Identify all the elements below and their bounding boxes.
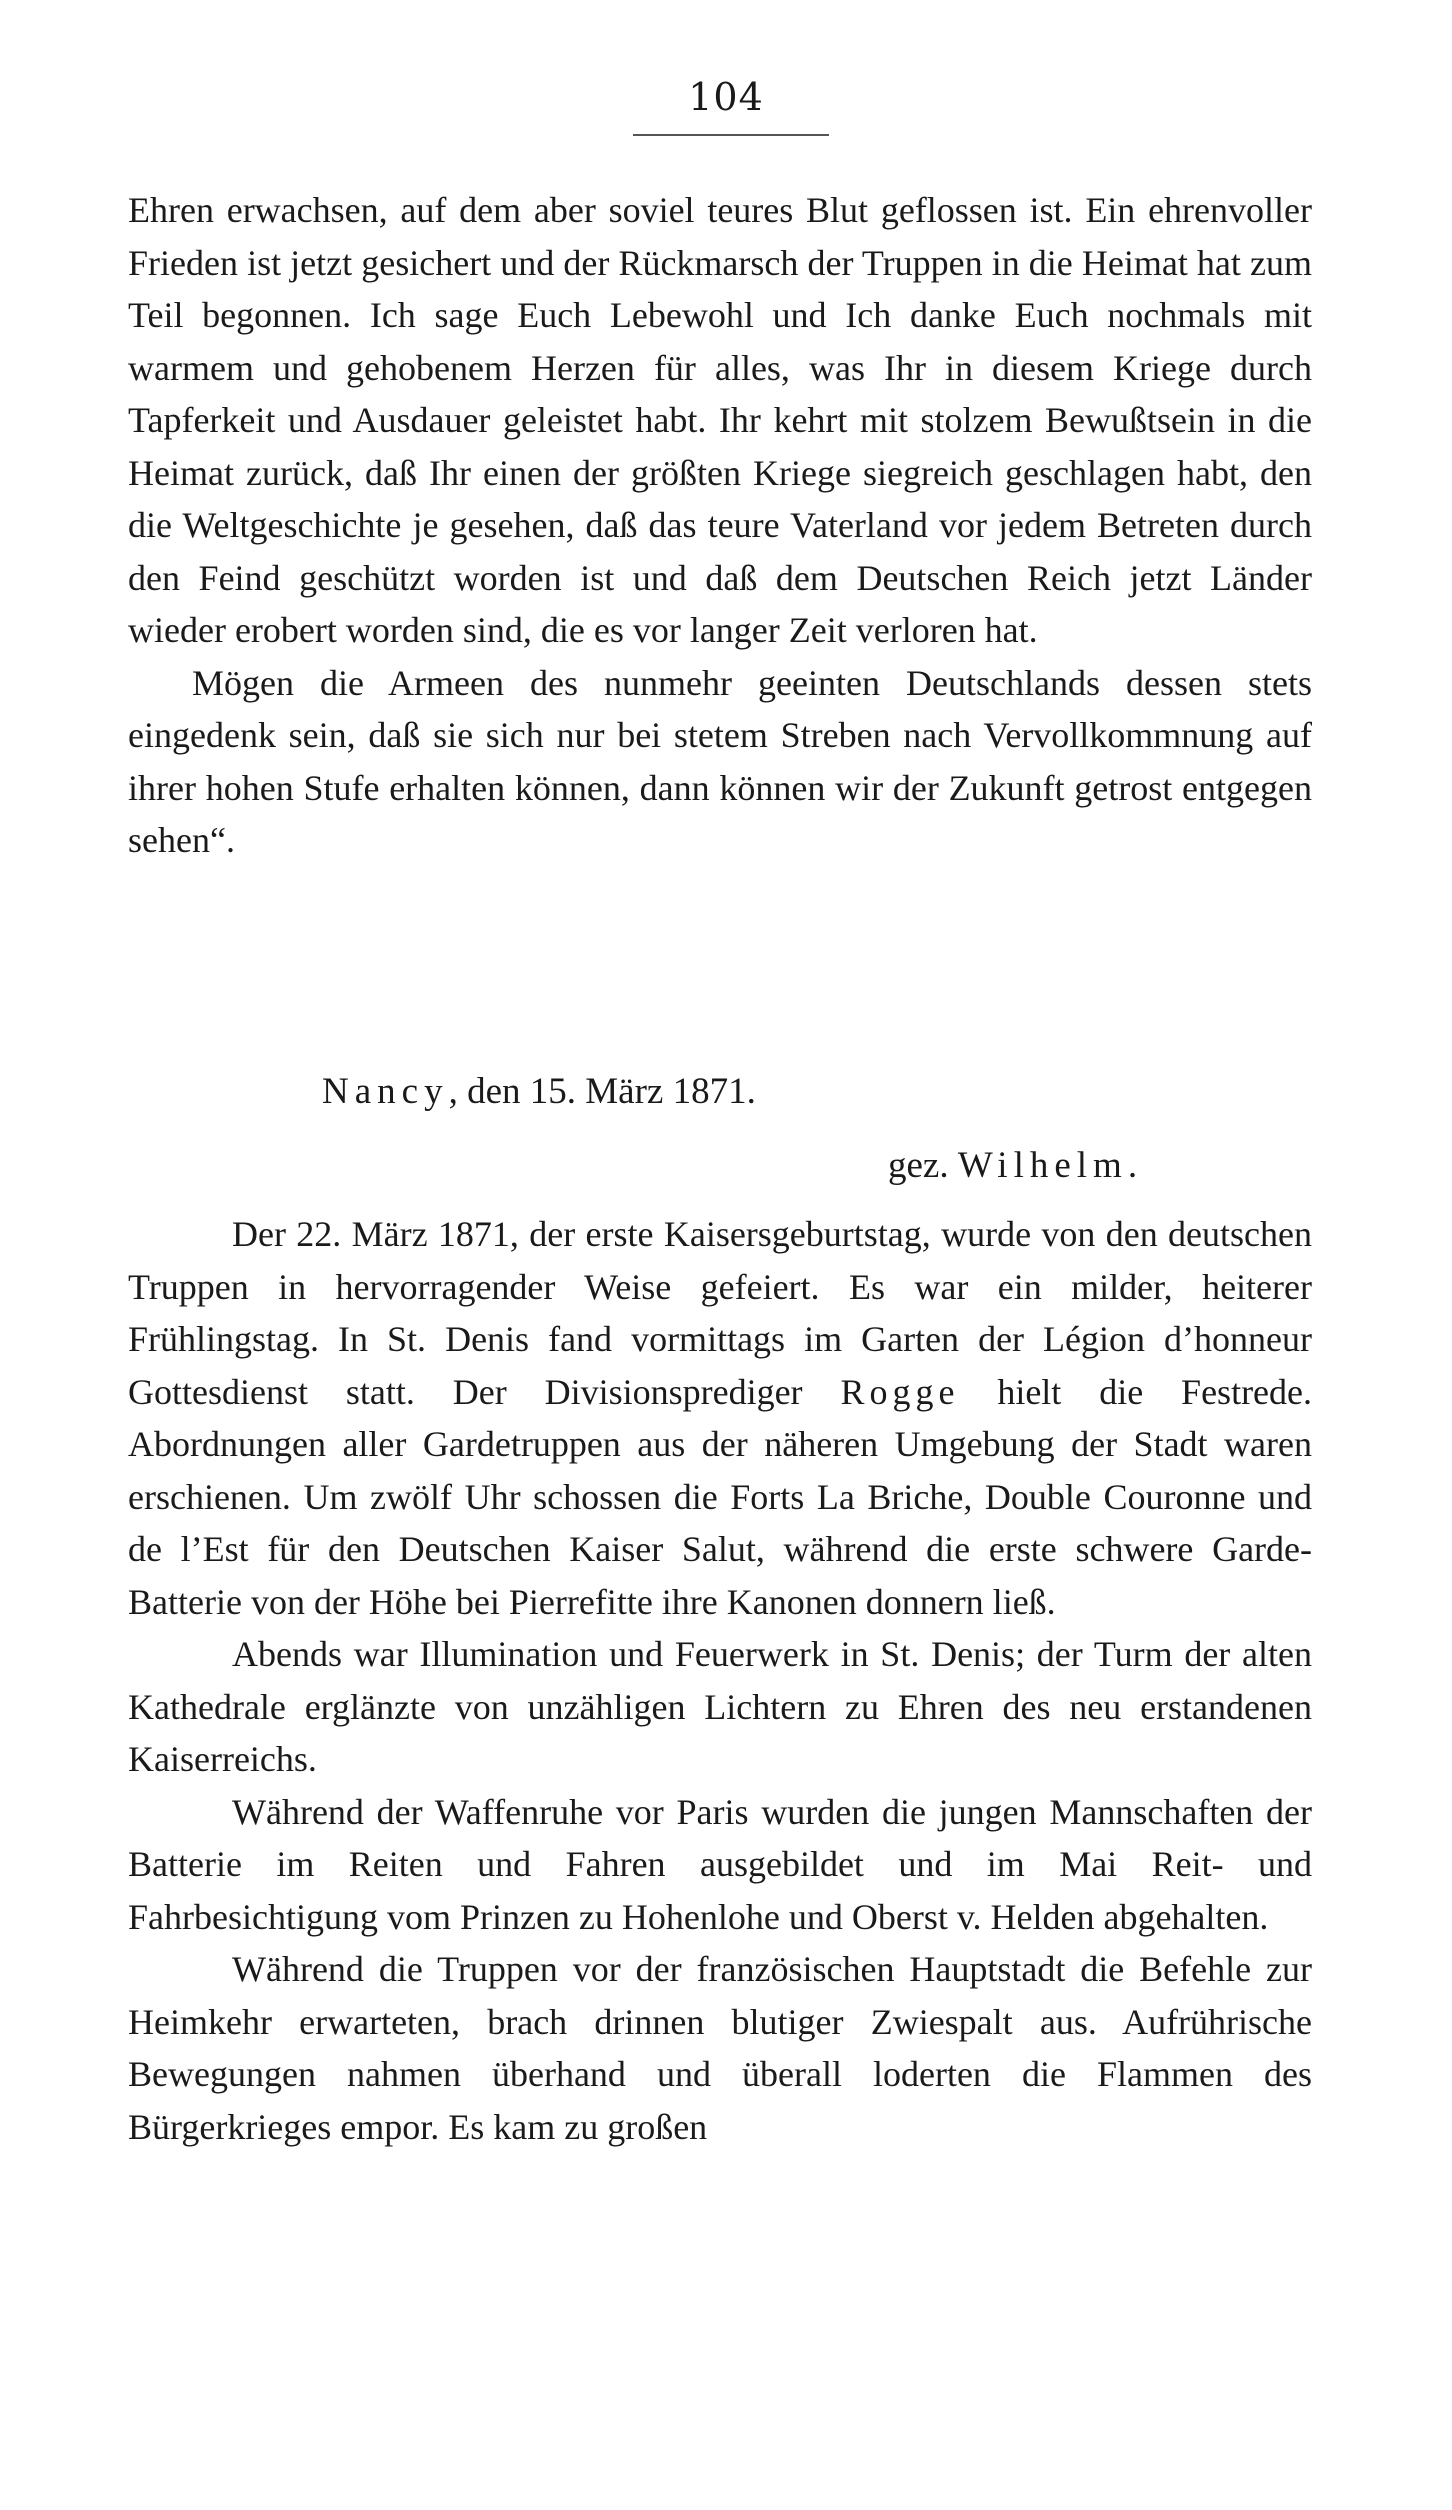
place-name: Nancy: [322, 1071, 449, 1112]
page-number: 104: [688, 75, 764, 119]
narrative-paragraph-1: [128, 1208, 1312, 1628]
signature-line: [888, 1140, 1143, 1192]
signature-name: Wilhelm.: [957, 1145, 1144, 1186]
narrative-paragraph-4: Während die Truppen vor der französischen Hauptstadt die Befehle zur Heimkehr erwarteten, brach drinnen blutiger Zwiespalt aus. Aufrührische Bewegungen nahmen überhand und überall loderten die Flammen des Bürgerkrieges empor. Es kam zu großen: [128, 1949, 1312, 2147]
narrative-paragraph-2: Abends war Illumination und Feuerwerk in St. Denis; der Turm der alten Kathedrale erglänzte von unzähligen Lichtern zu Ehren des neu erstandenen Kaiserreichs.: [128, 1634, 1312, 1779]
preacher-name: Rogge: [840, 1371, 960, 1412]
proclamation-text: [128, 184, 1312, 867]
place-date-line: [322, 1066, 756, 1118]
narrative-paragraph-1-after: hielt die Festrede. Abordnungen aller Gardetruppen aus der näheren Umgebung der Stadt waren erschienen. Um zwölf Uhr schossen die Forts La Briche, Double Couronne und de l’Est für den Deutschen Kaiser Salut, während die erste schwere Garde-Batterie von der Höhe bei Pierrefitte ihre Kanonen donnern ließ.: [128, 1371, 1313, 1622]
narrative-paragraph-1-before: Der 22. März 1871, der erste Kaisersgeburtstag, wurde von den deutschen Truppen in hervorragender Weise gefeiert. Es war ein milder, heiterer Frühlingstag. In St. Denis fand vormittags im Garten der Légion d’honneur Gottesdienst statt. Der Divisionsprediger: [128, 1214, 1312, 1412]
narrative-paragraph-3: Während der Waffenruhe vor Paris wurden die jungen Mannschaften der Batterie im Reiten und Fahren ausgebildet und im Mai Reit- und Fahrbesichtigung vom Prinzen zu Hohenlohe und Oberst v. Helden abgehalten.: [128, 1791, 1312, 1937]
proclamation-paragraph-1: Ehren erwachsen, auf dem aber soviel teures Blut geflossen ist. Ein ehrenvoller Frieden ist jetzt gesichert und der Rückmarsch der Truppen in die Heimat hat zum Teil begonnen. Ich sage Euch Lebewohl und Ich danke Euch nochmals mit warmem und gehobenem Herzen für alles, was Ihr in diesem Kriege durch Tapferkeit und Ausdauer geleistet habt. Ihr kehrt mit stolzem Bewußtsein in die Heimat zurück, daß Ihr einen der größten Kriege siegreich geschlagen habt, den die Weltgeschichte je gesehen, daß das teure Vaterland vor jedem Betreten durch den Feind geschützt worden ist und daß dem Deutschen Reich jetzt Länder wieder erobert worden sind, die es vor langer Zeit verloren hat.: [128, 190, 1312, 650]
signature-prefix: gez.: [888, 1145, 949, 1186]
narrative-text: [128, 1208, 1312, 2153]
proclamation-paragraph-2: Mögen die Armeen des nunmehr geeinten Deutschlands dessen stets eingedenk sein, daß sie sich nur bei stetem Streben nach Vervollkommnung auf ihrer hohen Stufe erhalten können, dann können wir der Zukunft getrost entgegen sehen“.: [128, 662, 1312, 860]
header-rule: [633, 134, 829, 136]
date-text: , den 15. März 1871.: [448, 1071, 756, 1112]
